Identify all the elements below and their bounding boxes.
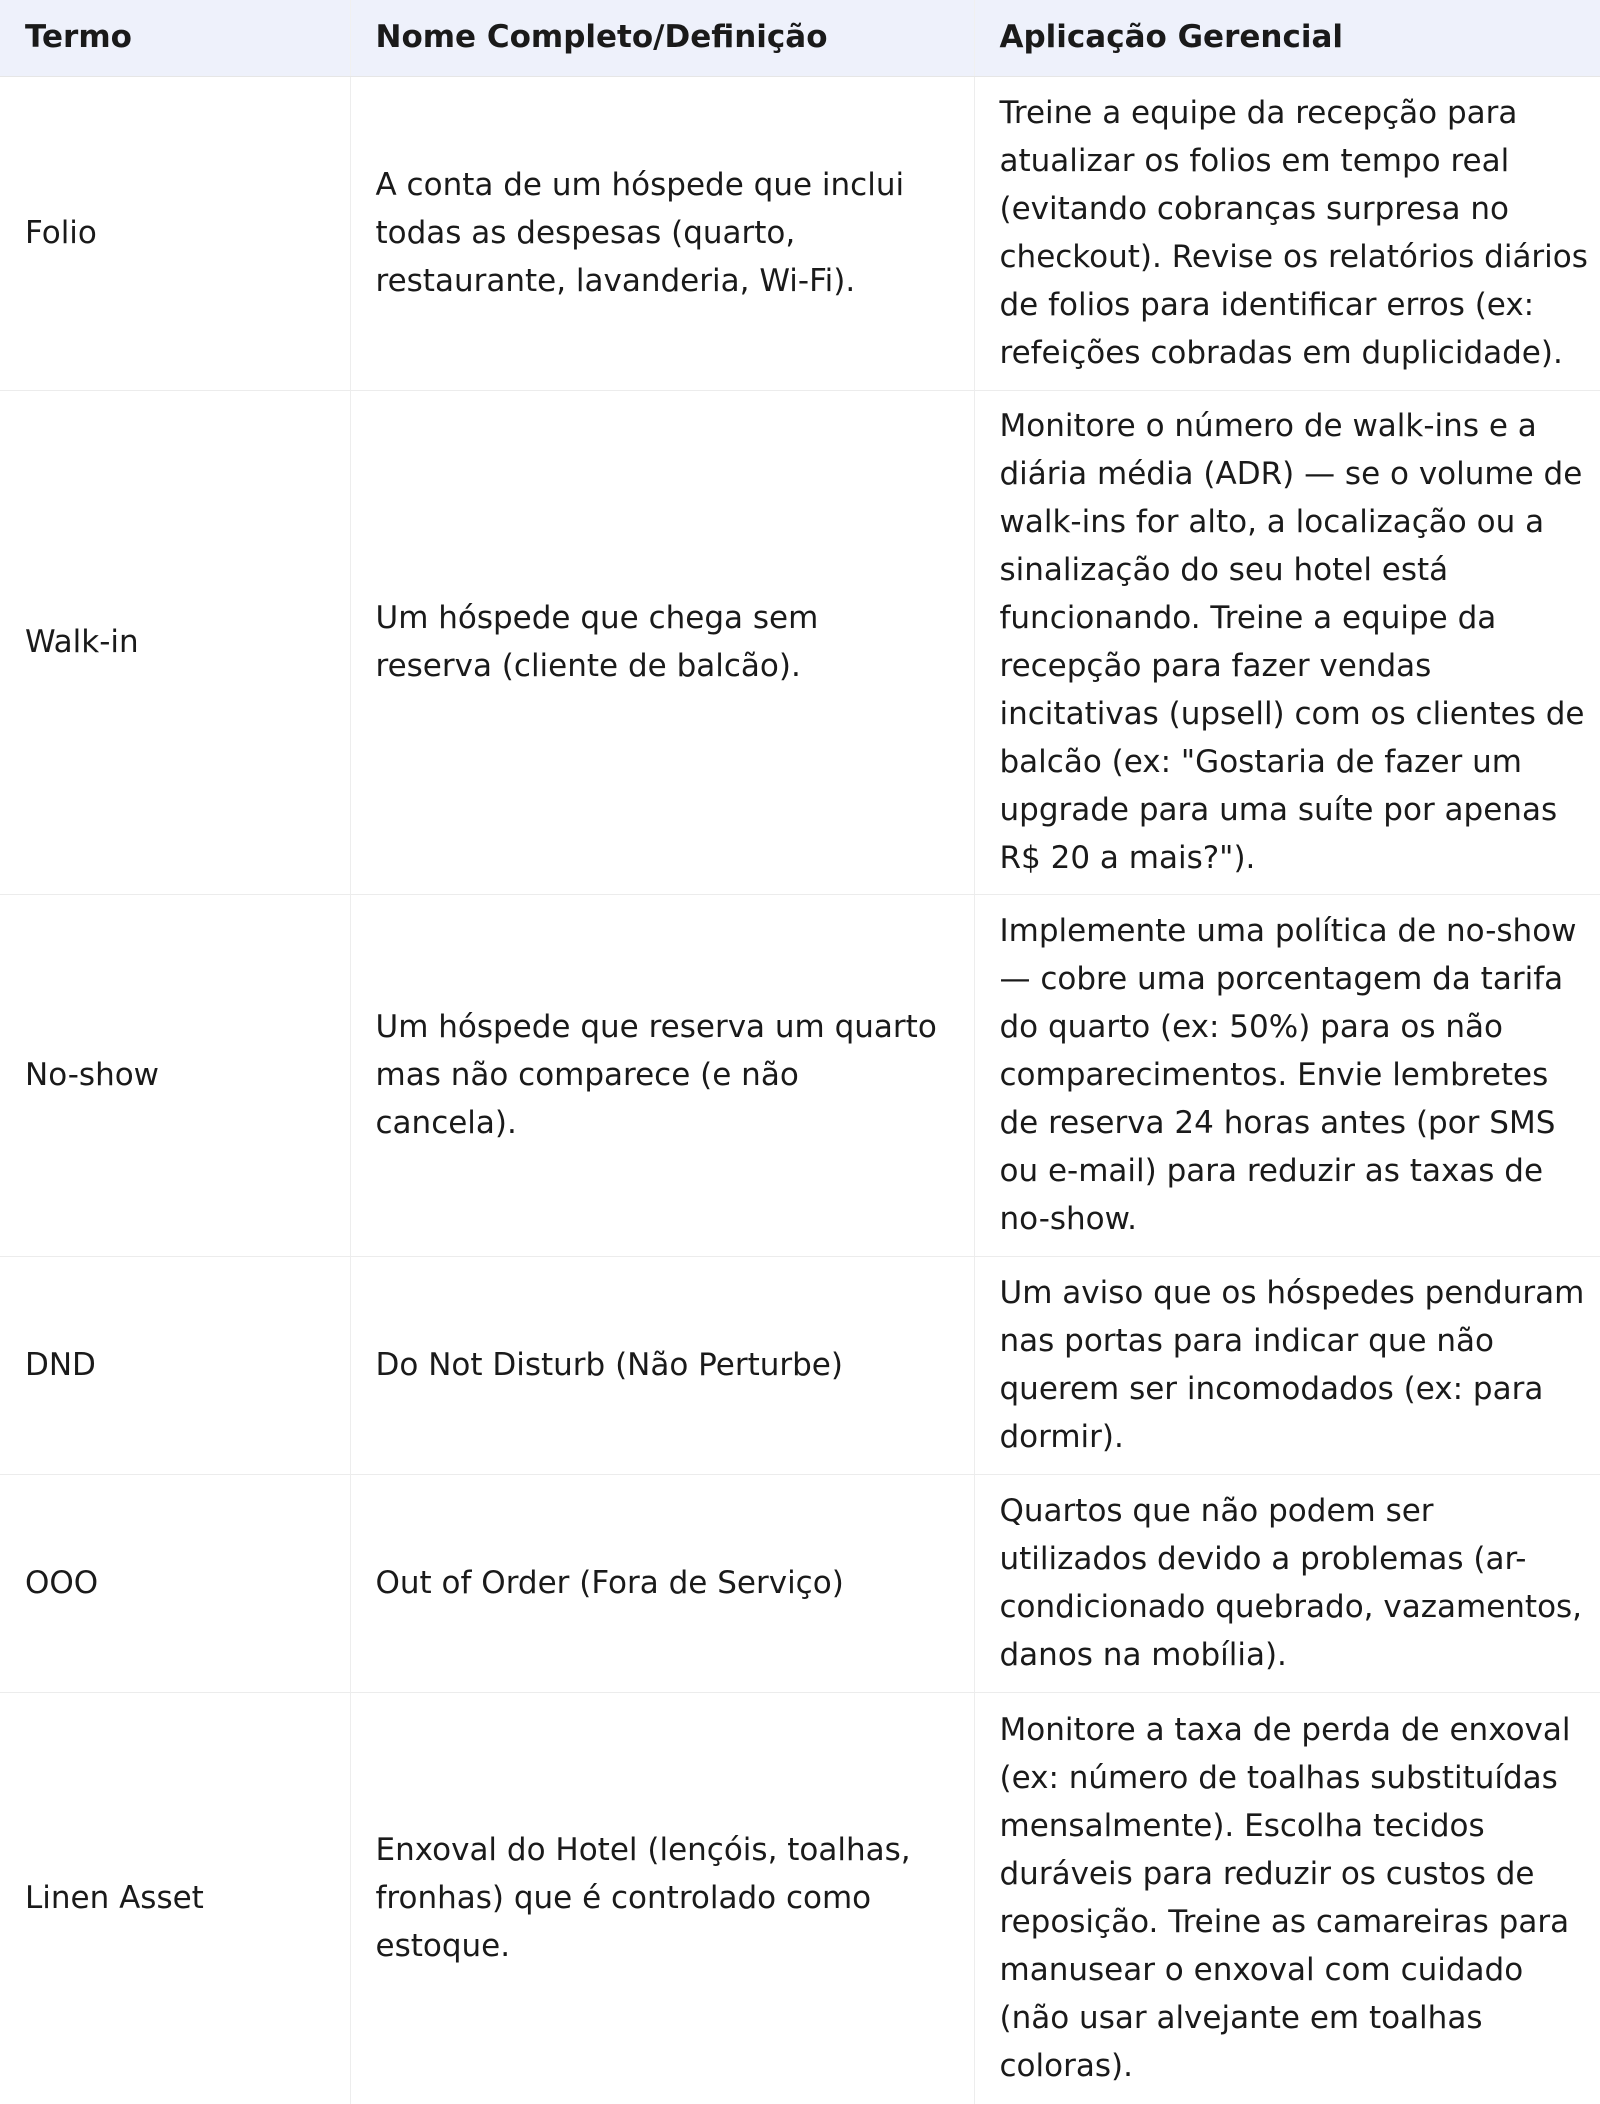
cell-application: Quartos que não podem ser utilizados devido a problemas (ar-condicionado quebrado, vazamentos, danos na mobília).	[974, 1475, 1600, 1693]
cell-definition: A conta de um hóspede que inclui todas as despesas (quarto, restaurante, lavanderia, Wi-Fi).	[350, 77, 974, 391]
cell-application: Monitore a taxa de perda de enxoval (ex: número de toalhas substituídas mensalmente). Escolha tecidos duráveis para reduzir os custos de reposição. Treine as camareiras para manusear o enxoval com cuidado (não usar alvejante em toalhas coloras).	[999, 1711, 1571, 2084]
table-row	[0, 77, 1600, 391]
header-definition: Nome Completo/Definição	[350, 0, 974, 77]
cell-term: Linen Asset	[0, 1693, 350, 2104]
table-row	[0, 1257, 1600, 1475]
header-term: Termo	[0, 0, 350, 77]
cell-definition: Um hóspede que chega sem reserva (cliente de balcão).	[350, 391, 974, 895]
table-row	[0, 1693, 1600, 2104]
cell-definition: Do Not Disturb (Não Perturbe)	[350, 1257, 974, 1475]
cell-definition: Out of Order (Fora de Serviço)	[350, 1475, 974, 1693]
table-body	[0, 77, 1600, 2104]
cell-term: Folio	[0, 77, 350, 391]
table-row	[0, 895, 1600, 1257]
cell-term: Walk-in	[0, 391, 350, 895]
cell-definition: Um hóspede que reserva um quarto mas não comparece (e não cancela).	[350, 895, 974, 1257]
table-row	[0, 1475, 1600, 1693]
table-header	[0, 0, 1600, 77]
cell-application: Treine a equipe da recepção para atualizar os folios em tempo real (evitando cobranças surpresa no checkout). Revise os relatórios diários de folios para identificar erros (ex: refeições cobradas em duplicidade).	[974, 77, 1600, 391]
cell-term: No-show	[0, 895, 350, 1257]
cell-definition: Enxoval do Hotel (lençóis, toalhas, fronhas) que é controlado como estoque.	[350, 1693, 974, 2104]
table-row	[0, 391, 1600, 895]
cell-term: DND	[0, 1257, 350, 1475]
cell-application: Implemente uma política de no-show — cobre uma porcentagem da tarifa do quarto (ex: 50%) para os não comparecimentos. Envie lembretes de reserva 24 horas antes (por SMS ou e-mail) para reduzir as taxas de no-show.	[974, 895, 1600, 1257]
cell-application: Um aviso que os hóspedes penduram nas portas para indicar que não querem ser incomodados (ex: para dormir).	[974, 1257, 1600, 1475]
cell-term: OOO	[0, 1475, 350, 1693]
cell-application: Monitore o número de walk-ins e a diária média (ADR) — se o volume de walk-ins for alto, a localização ou a sinalização do seu hotel está funcionando. Treine a equipe da recepção para fazer vendas incitativas (upsell) com os clientes de balcão (ex: "Gostaria de fazer um upgrade para uma suíte por apenas R$ 20 a mais?").	[974, 391, 1600, 895]
header-application: Aplicação Gerencial	[974, 0, 1600, 77]
header-row	[0, 0, 1600, 77]
